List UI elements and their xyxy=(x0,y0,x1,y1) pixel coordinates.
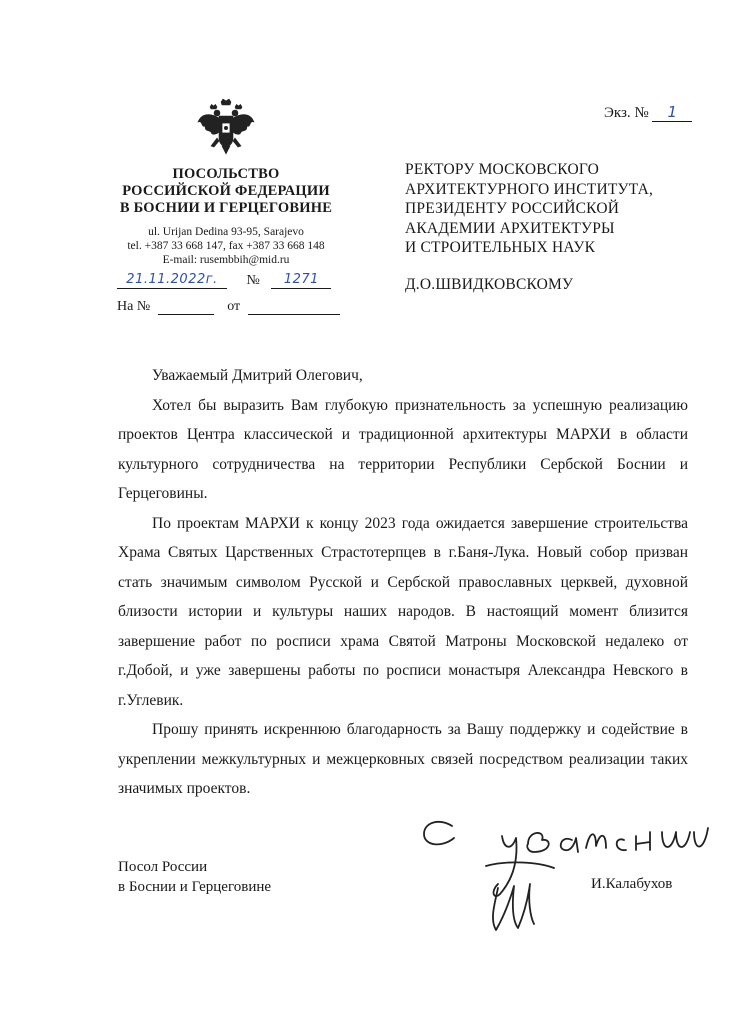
double-headed-eagle-icon xyxy=(195,98,257,160)
reference-line xyxy=(117,298,340,315)
reg-date-field xyxy=(117,272,227,289)
letter-body xyxy=(118,361,688,804)
signatory-name: И.Калабухов xyxy=(591,876,673,892)
org-line: ПОСОЛЬСТВО xyxy=(172,166,280,182)
org-name xyxy=(110,166,342,217)
registration-line xyxy=(117,272,331,294)
recipient-line: АКАДЕМИИ АРХИТЕКТУРЫ xyxy=(405,219,615,237)
body-paragraph: Хотел бы выразить Вам глубокую признательность за успешную реализацию проектов Центра классической и традиционной архитектуры МАРХИ в области культурного сотрудничества на территории Республики Сербской Боснии и Герцеговины. xyxy=(118,396,688,502)
ref-label: На № xyxy=(117,299,151,314)
copy-label: Экз. № xyxy=(604,105,649,121)
recipient-line: АРХИТЕКТУРНОГО ИНСТИТУТА, xyxy=(405,180,654,198)
org-address xyxy=(110,225,342,267)
org-line: РОССИЙСКОЙ ФЕДЕРАЦИИ xyxy=(122,183,330,199)
recipient-name: Д.О.ШВИДКОВСКОМУ xyxy=(405,276,574,293)
signature-mark xyxy=(468,858,568,938)
reg-no-field xyxy=(271,272,331,289)
signatory-title-line: в Боснии и Герцеговине xyxy=(118,879,272,895)
recipient-line: РЕКТОРУ МОСКОВСКОГО xyxy=(405,161,600,178)
copy-number xyxy=(604,103,692,122)
recipient-line: ПРЕЗИДЕНТУ РОССИЙСКОЙ xyxy=(405,200,620,218)
ref-from-label: от xyxy=(227,299,241,314)
org-line: В БОСНИИ И ГЕРЦЕГОВИНЕ xyxy=(119,200,333,216)
body-paragraph: По проектам МАРХИ к концу 2023 года ожидается завершение строительства Храма Святых Царственных Страстотерпцев в г.Баня-Лука. Новый собор призван стать значимым символом Русской и Сербской православных церквей, духовной близости истории и культуры наших народов. В настоящий момент близится завершение работ по росписи храма Святой Матроны Московской недалеко от г.Добой, и уже завершены работы по росписи монастыря Александра Невского в г.Углевик. xyxy=(118,514,688,709)
body-paragraph: Прошу принять искреннюю благодарность за Вашу поддержку и содействие в укреплении межкультурных и межцерковных связей посредством реализации таких значимых проектов. xyxy=(118,721,688,797)
reg-no-label: № xyxy=(246,273,260,288)
address-line: tel. +387 33 668 147, fax +387 33 668 148 xyxy=(127,240,325,252)
reg-date: 21.11.2022г. xyxy=(126,272,218,287)
ref-date-blank xyxy=(248,298,340,315)
greeting: Уважаемый Дмитрий Олегович, xyxy=(152,367,363,384)
signatory-title xyxy=(118,857,271,897)
recipient xyxy=(405,160,705,258)
recipient-line: И СТРОИТЕЛЬНЫХ НАУК xyxy=(405,239,596,257)
address-line: ul. Urijan Dedina 93-95, Sarajevo xyxy=(148,226,304,238)
copy-value: 1 xyxy=(652,103,692,122)
ref-no-blank xyxy=(158,298,214,315)
reg-no: 1271 xyxy=(283,272,319,287)
signatory-title-line: Посол России xyxy=(118,859,208,875)
address-line: E-mail: rusembbih@mid.ru xyxy=(162,254,290,266)
